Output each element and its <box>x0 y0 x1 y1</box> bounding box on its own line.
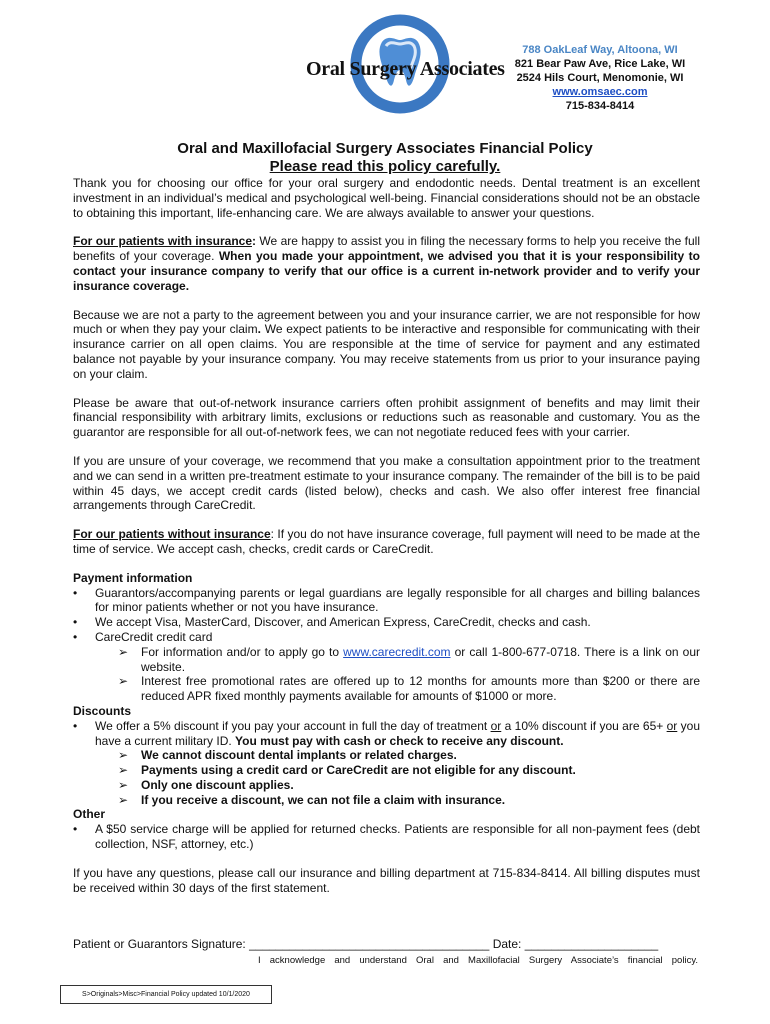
party-paragraph: Because we are not a party to the agreement between you and your insurance carrier, we are not responsible for how much or when they pay your claim. We expect patients to be interactive and responsible for communicating with their insurance carrier on all open claims. You are responsible at the time of service for payment and any estimated balance not payable by your insurance company. You may receive statements from us prior to your insurance paying on your claim. <box>73 307 700 381</box>
website-link[interactable]: www.omsaec.com <box>552 86 648 98</box>
policy-body <box>73 176 700 909</box>
list-item: ➢ Payments using a credit card or CareCredit are not eligible for any discount. <box>118 763 576 778</box>
contact-block <box>505 43 695 113</box>
acknowledgement-text: I acknowledge and understand Oral and Maxillofacial Surgery Associate’s financial policy. <box>258 955 698 966</box>
phone-number: 715-834-8414 <box>565 100 635 112</box>
unsure-coverage-paragraph: If you are unsure of your coverage, we recommend that you make a consultation appointment prior to the treatment and we can send in a written pre-treatment estimate to your insurance company. The remainder of the bill is to be paid within 45 days, we accept credit cards (listed below), checks and cash. We also offer interest free financial arrangements through CareCredit. <box>73 453 700 513</box>
other-list <box>73 822 700 852</box>
list-item: • Guarantors/accompanying parents or legal guardians are legally responsible for all charges and billing balances for minor patients whether or not you have insurance. <box>73 586 700 616</box>
signature-line[interactable]: Patient or Guarantors Signature: ____________________________________ Date: ____________________ <box>73 937 659 951</box>
arrow-bullet-icon: ➢ <box>118 763 129 778</box>
no-insurance-heading: For our patients without insurance <box>73 527 271 542</box>
discounts-list <box>73 719 700 808</box>
address-line: 821 Bear Paw Ave, Rice Lake, WI <box>514 58 686 70</box>
no-insurance-paragraph: For our patients without insurance: If you do not have insurance coverage, full payment will need to be made at the time of service. We accept cash, checks, credit cards or CareCredit. <box>73 527 700 556</box>
insurance-text: We are happy to assist you in filing the necessary forms to help you receive the full benefits of your coverage. <box>73 234 700 264</box>
arrow-bullet-icon: ➢ <box>118 748 129 763</box>
party-text-1: Because we are not a party to the agreement between you and your insurance carrier, we are not responsible for how much or when they pay your claim <box>73 307 700 337</box>
list-item: ➢ Only one discount applies. <box>118 777 294 792</box>
address-line: 2524 Hils Court, Menomonie, WI <box>516 72 684 84</box>
list-item: ➢ For information and/or to apply go to www.carecredit.com or call 1-800-677-0718. There is a link on our website. <box>118 644 700 674</box>
arrow-bullet-icon: ➢ <box>118 792 129 807</box>
other-heading: Other <box>73 807 106 822</box>
list-item: ➢ Interest free promotional rates are offered up to 12 months for amounts more than $200 or there are reduced APR fixed monthly payments available for amounts of $1000 or more. <box>118 674 700 704</box>
no-insurance-text: If you do not have insurance coverage, full payment will need to be made at the time of service. We accept cash, checks, credit cards or CareCredit. <box>73 527 700 556</box>
list-item: • We accept Visa, MasterCard, Discover, and American Express, CareCredit, checks and cash. <box>73 615 700 630</box>
discount-rules-sublist <box>95 748 700 807</box>
questions-paragraph: If you have any questions, please call our insurance and billing department at 715-834-8414. All billing disputes must be received within 30 days of the first statement. <box>73 865 700 895</box>
arrow-bullet-icon: ➢ <box>118 644 129 659</box>
arrow-bullet-icon: ➢ <box>118 674 129 689</box>
policy-subtitle: Please read this policy carefully. <box>269 158 501 175</box>
list-item: • A $50 service charge will be applied for returned checks. Patients are responsible for all non-payment fees (debt collection, NSF, attorney, etc.) <box>73 822 700 852</box>
logo-wordmark: Oral Surgery Associates <box>306 58 505 80</box>
practice-logo <box>300 14 505 120</box>
address-line: 788 OakLeaf Way, Altoona, WI <box>522 44 678 56</box>
carecredit-link[interactable]: www.carecredit.com <box>343 644 451 659</box>
file-path-footer: S>Originals>Misc>Financial Policy updated 10/1/2020 <box>60 985 272 1004</box>
out-of-network-paragraph: Please be aware that out-of-network insurance carriers often prohibit assignment of benefits and may limit their financial responsibility with arbitrary limits, exclusions or reductions such as reasonable and customary. You as the guarantor are responsible for all out-of-network fees, we can not negotiate reduced fees with your carrier. <box>73 395 700 440</box>
carecredit-sublist <box>95 645 700 704</box>
party-text-2: We expect patients to be interactive and responsible for communicating with their insurance carrier on all open claims. You are responsible at the time of service for payment and any estimated balance not payable by your insurance company. You may receive statements from us prior to your insurance paying on your claim. <box>73 322 700 381</box>
arrow-bullet-icon: ➢ <box>118 777 129 792</box>
insurance-paragraph: For our patients with insurance: We are happy to assist you in filing the necessary forms to help you receive the full benefits of your coverage. When you made your appointment, we advised you that it is your responsibility to contact your insurance company to verify that our office is a current in-network provider and to verify your insurance coverage. <box>73 234 700 293</box>
payment-list <box>73 586 700 704</box>
insurance-heading: For our patients with insurance <box>73 234 252 249</box>
list-item: • We offer a 5% discount if you pay your account in full the day of treatment or a 10% discount if you are 65+ or you have a current military ID. You must pay with cash or check to receive any discount. ➢ We cannot discount dental implants or related charges. ➢ Payments using a credit card or CareCredit are not eligible for any discount. ➢ Only one discount applies. ➢ If you receive a discount, we can not file a claim with insurance. <box>73 719 700 808</box>
discounts-heading: Discounts <box>73 703 132 718</box>
payment-heading: Payment information <box>73 570 193 585</box>
insurance-bold-text: When you made your appointment, we advised you that it is your responsibility to contact your insurance company to verify that our office is a current in-network provider and to verify your insurance coverage. <box>73 249 700 293</box>
intro-paragraph: Thank you for choosing our office for your oral surgery and endodontic needs. Dental treatment is an excellent investment in an individual’s medical and psychological well-being. Financial considerations should not be an obstacle to obtaining this important, life-enhancing care. We are always available to answer your questions. <box>73 176 700 220</box>
list-item: ➢ If you receive a discount, we can not file a claim with insurance. <box>118 792 506 807</box>
document-title <box>0 140 770 176</box>
policy-title: Oral and Maxillofacial Surgery Associates Financial Policy <box>177 140 593 157</box>
list-item: ➢ We cannot discount dental implants or related charges. <box>118 748 457 763</box>
list-item: • CareCredit credit card ➢ For information and/or to apply go to www.carecredit.com or call 1-800-677-0718. There is a link on our website. ➢ Interest free promotional rates are offered up to 12 months for amounts more than $200 or there are reduced APR fixed monthly payments available for amounts of $1000 or more. <box>73 630 700 704</box>
